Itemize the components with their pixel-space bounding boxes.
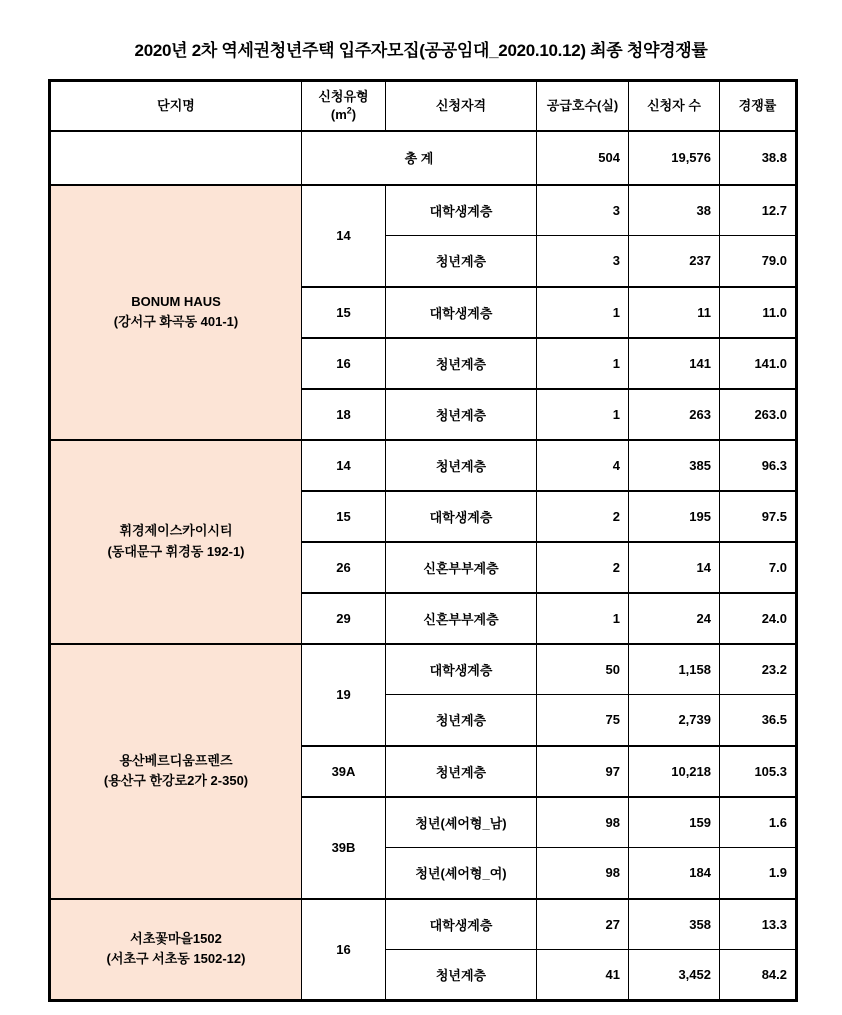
rate-cell: 1.9 [720, 848, 797, 899]
competition-table [48, 79, 798, 1002]
complex-cell [50, 899, 302, 1001]
qualification-cell: 청년계층 [386, 389, 537, 440]
rate-cell: 13.3 [720, 899, 797, 950]
table-row [50, 185, 797, 236]
applicants-cell: 263 [629, 389, 720, 440]
supply-cell: 98 [537, 797, 629, 848]
total-row [50, 131, 797, 185]
rate-cell: 11.0 [720, 287, 797, 338]
total-complex-empty-cell [50, 131, 302, 185]
applicants-cell: 10,218 [629, 746, 720, 797]
complex-cell [50, 185, 302, 440]
rate-cell: 7.0 [720, 542, 797, 593]
applicants-cell: 38 [629, 185, 720, 236]
supply-cell: 1 [537, 389, 629, 440]
qualification-cell: 청년계층 [386, 695, 537, 746]
col-header-type-unit-close: ) [351, 106, 357, 122]
col-header-type-line1: 신청유형 [318, 89, 369, 105]
qualification-cell: 신혼부부계층 [386, 593, 537, 644]
total-label: 총 계 [302, 131, 537, 185]
total-applicants: 19,576 [629, 131, 720, 185]
type-cell: 19 [302, 644, 386, 746]
complex-name: 용산베르디움프렌즈 [119, 752, 233, 768]
complex-cell [50, 440, 302, 644]
qualification-cell: 대학생계층 [386, 899, 537, 950]
supply-cell: 1 [537, 287, 629, 338]
complex-address: (서초구 서초동 1502-12) [106, 951, 246, 967]
col-header-type-unit-sup: 2 [346, 105, 352, 116]
qualification-cell: 대학생계층 [386, 287, 537, 338]
qualification-cell: 청년계층 [386, 236, 537, 287]
rate-cell: 24.0 [720, 593, 797, 644]
qualification-cell: 청년계층 [386, 950, 537, 1001]
complex-address: (용산구 한강로2가 2-350) [103, 773, 249, 788]
total-rate: 38.8 [720, 131, 797, 185]
table-row [50, 899, 797, 950]
page-title: 2020년 2차 역세권청년주택 입주자모집(공공임대_2020.10.12) 최종 청약경쟁률 [134, 41, 708, 60]
supply-cell: 50 [537, 644, 629, 695]
type-cell: 26 [302, 542, 386, 593]
applicants-cell: 141 [629, 338, 720, 389]
supply-cell: 1 [537, 593, 629, 644]
table-row [50, 440, 797, 491]
qualification-cell: 청년(셰어형_여) [386, 848, 537, 899]
type-cell: 15 [302, 287, 386, 338]
type-cell: 39A [302, 746, 386, 797]
supply-cell: 41 [537, 950, 629, 1001]
complex-name: 휘경제이스카이시티 [119, 523, 233, 539]
qualification-cell: 대학생계층 [386, 185, 537, 236]
qualification-cell: 신혼부부계층 [386, 542, 537, 593]
supply-cell: 27 [537, 899, 629, 950]
table-row [50, 644, 797, 695]
applicants-cell: 14 [629, 542, 720, 593]
col-header-applicants: 신청자 수 [629, 81, 720, 131]
supply-cell: 3 [537, 185, 629, 236]
rate-cell: 23.2 [720, 644, 797, 695]
rate-cell: 1.6 [720, 797, 797, 848]
type-cell: 29 [302, 593, 386, 644]
qualification-cell: 청년(셰어형_남) [386, 797, 537, 848]
supply-cell: 4 [537, 440, 629, 491]
type-cell: 18 [302, 389, 386, 440]
rate-cell: 141.0 [720, 338, 797, 389]
supply-cell: 3 [537, 236, 629, 287]
col-header-rate: 경쟁률 [720, 81, 797, 131]
rate-cell: 263.0 [720, 389, 797, 440]
applicants-cell: 1,158 [629, 644, 720, 695]
applicants-cell: 385 [629, 440, 720, 491]
rate-cell: 79.0 [720, 236, 797, 287]
rate-cell: 105.3 [720, 746, 797, 797]
col-header-supply: 공급호수(실) [537, 81, 629, 131]
applicants-cell: 24 [629, 593, 720, 644]
supply-cell: 98 [537, 848, 629, 899]
qualification-cell: 청년계층 [386, 338, 537, 389]
col-header-type-unit-open: (m [330, 106, 347, 122]
supply-cell: 75 [537, 695, 629, 746]
applicants-cell: 2,739 [629, 695, 720, 746]
qualification-cell: 청년계층 [386, 440, 537, 491]
rate-cell: 97.5 [720, 491, 797, 542]
complex-address: (동대문구 휘경동 192-1) [107, 543, 245, 559]
rate-cell: 84.2 [720, 950, 797, 1001]
type-cell: 14 [302, 440, 386, 491]
applicants-cell: 184 [629, 848, 720, 899]
applicants-cell: 195 [629, 491, 720, 542]
col-header-type-unit [331, 107, 356, 122]
applicants-cell: 237 [629, 236, 720, 287]
qualification-cell: 청년계층 [386, 746, 537, 797]
supply-cell: 1 [537, 338, 629, 389]
supply-cell: 97 [537, 746, 629, 797]
supply-cell: 2 [537, 491, 629, 542]
applicants-cell: 358 [629, 899, 720, 950]
rate-cell: 12.7 [720, 185, 797, 236]
col-header-qualification: 신청자격 [386, 81, 537, 131]
type-cell: 14 [302, 185, 386, 287]
applicants-cell: 11 [629, 287, 720, 338]
complex-name: BONUM HAUS [131, 293, 221, 309]
col-header-complex: 단지명 [50, 81, 302, 131]
qualification-cell: 대학생계층 [386, 644, 537, 695]
type-cell: 16 [302, 338, 386, 389]
complex-cell [50, 644, 302, 899]
type-cell: 16 [302, 899, 386, 1001]
applicants-cell: 3,452 [629, 950, 720, 1001]
complex-name: 서초꽃마을1502 [130, 931, 222, 947]
supply-cell: 2 [537, 542, 629, 593]
complex-address: (강서구 화곡동 401-1) [113, 314, 239, 329]
qualification-cell: 대학생계층 [386, 491, 537, 542]
col-header-type [302, 81, 386, 131]
type-cell: 39B [302, 797, 386, 899]
applicants-cell: 159 [629, 797, 720, 848]
rate-cell: 36.5 [720, 695, 797, 746]
total-supply: 504 [537, 131, 629, 185]
type-cell: 15 [302, 491, 386, 542]
header-row [50, 81, 797, 131]
rate-cell: 96.3 [720, 440, 797, 491]
